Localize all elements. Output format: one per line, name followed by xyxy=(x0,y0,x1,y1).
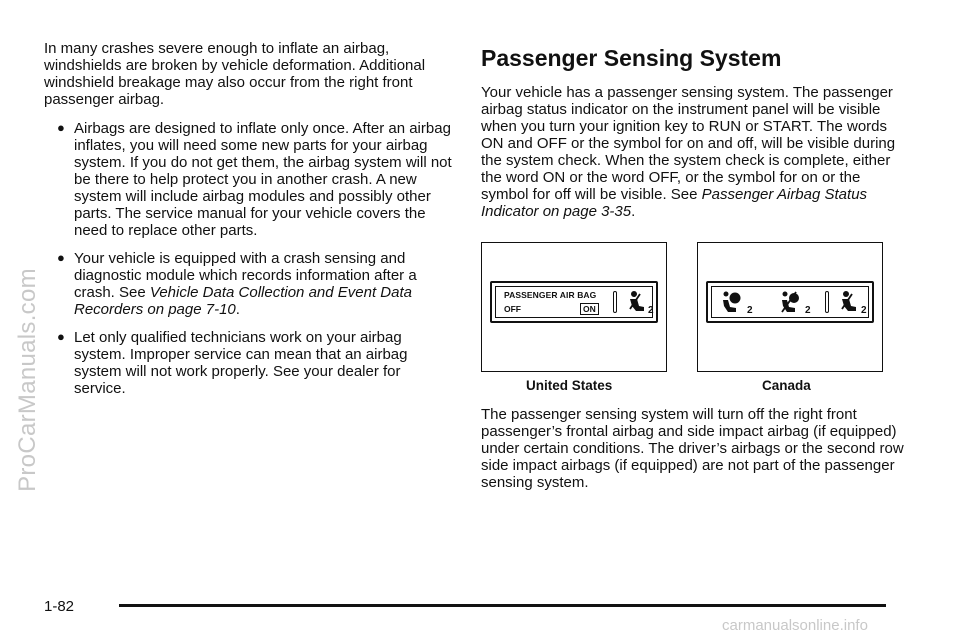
cross-reference-link[interactable]: Vehicle Data Collection and Event Data Recorders on page 7-10 xyxy=(74,284,412,318)
bullet-item-qualified-technicians xyxy=(44,329,454,397)
bullet-text: Your vehicle is equipped with a crash sensing and diagnostic module which records information after a crash. See xyxy=(74,250,417,301)
page-number: 1-82 xyxy=(44,598,75,615)
display-separator xyxy=(613,291,617,313)
airbag-on-occupant-icon xyxy=(720,290,746,316)
bullet-text: Let only qualified technicians work on your airbag system. Improper service can mean that an airbag system will not work properly. See your dealer for service. xyxy=(74,329,408,397)
bullet-list xyxy=(44,120,454,397)
bullet-item-crash-module xyxy=(44,250,454,318)
bullet-tail: . xyxy=(235,301,240,318)
icon-subscript: 2 xyxy=(861,305,867,316)
closing-paragraph: The passenger sensing system will turn off the right front passenger’s frontal airbag and side impact airbag (if equipped) under certain conditions. The driver’s airbags or the second row side impact airbags (if equipped) are not part of the passenger sensing system. xyxy=(481,406,904,491)
footer-watermark: carmanualsonline.info xyxy=(722,617,868,634)
airbag-off-occupant-icon xyxy=(836,290,860,314)
caption-united-states: United States xyxy=(526,378,613,393)
icon-subscript: 2 xyxy=(747,305,753,316)
bullet-text: Airbags are designed to inflate only once. After an airbag inflates, you will need some new parts for your airbag system. If you do not get them, the airbag system will not be there to help protect you in another crash. A new system will include airbag modules and possibly other parts. The service manual for your vehicle covers the need to replace other parts. xyxy=(74,120,452,239)
figure-united-states xyxy=(481,242,667,393)
caption-canada: Canada xyxy=(762,378,811,393)
cross-reference-link[interactable]: Passenger Airbag Status Indicator on page 3-35 xyxy=(481,186,868,220)
icon-subscript: 2 xyxy=(648,305,654,316)
footer-rule xyxy=(119,604,886,607)
para-text: Your vehicle has a passenger sensing system. The passenger airbag status indicator on the instrument panel will be visible when you turn your ignition key to RUN or START. The words ON and OFF or the symbol for on and off, will be visible during the system check. When the system check is complete, either the word ON or the word OFF, or the symbol for on or the symbol for off will be visible. See xyxy=(481,84,896,203)
bullet-dot-icon: ● xyxy=(57,120,65,135)
right-column xyxy=(481,40,906,491)
us-indicator-display xyxy=(490,281,658,323)
indicator-figures xyxy=(481,242,906,402)
display-separator xyxy=(825,291,829,313)
bullet-dot-icon: ● xyxy=(57,250,65,265)
bullet-dot-icon: ● xyxy=(57,329,65,344)
airbag-off-occupant-icon xyxy=(624,290,648,314)
passenger-air-bag-label: PASSENGER AIR BAG xyxy=(504,290,597,300)
side-watermark-text: ProCarManuals.com xyxy=(14,268,41,492)
airbag-occupant-icon xyxy=(778,290,804,316)
off-label: OFF xyxy=(504,304,521,314)
bullet-item-airbags-inflate-once xyxy=(44,120,454,239)
intro-paragraph: In many crashes severe enough to inflate an airbag, windshields are broken by vehicle deformation. Additional windshield breakage may also occur from the right front passenger airbag. xyxy=(44,40,426,108)
para-tail: . xyxy=(631,203,636,220)
ca-indicator-display xyxy=(706,281,874,323)
section-heading: Passenger Sensing System xyxy=(481,45,782,71)
on-label: ON xyxy=(580,303,599,315)
icon-subscript: 2 xyxy=(805,305,811,316)
figure-canada xyxy=(697,242,883,393)
intro-paragraph-right xyxy=(481,84,906,220)
left-column xyxy=(44,40,454,408)
